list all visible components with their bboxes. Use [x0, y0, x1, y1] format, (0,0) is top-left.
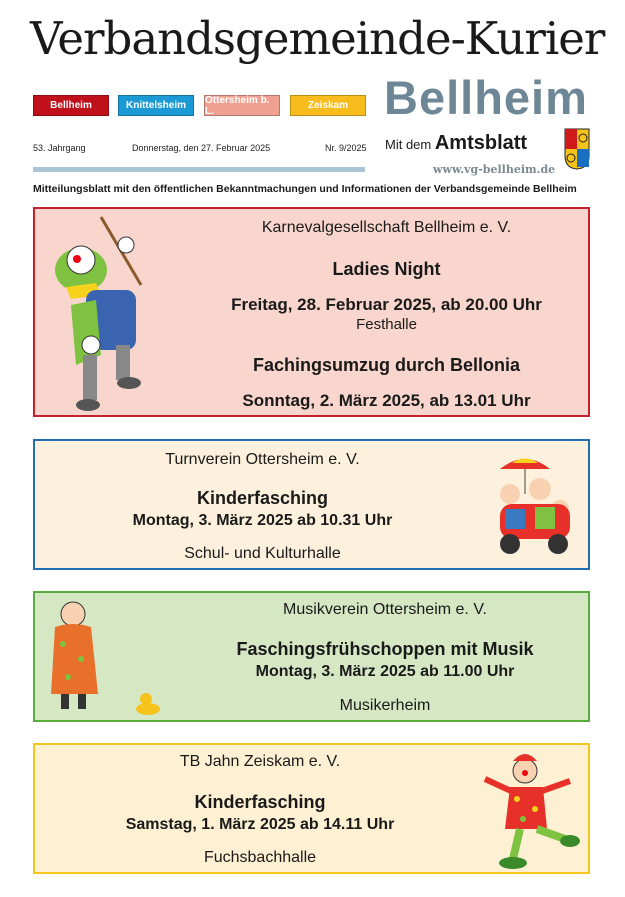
tab-knittelsheim[interactable]: Knittelsheim: [118, 95, 194, 116]
tab-ottersheim[interactable]: Ottersheim b. L.: [204, 95, 280, 116]
dancing-clown-illustration: [475, 749, 585, 871]
event-venue: Festhalle: [356, 316, 417, 333]
subtitle: Mitteilungsblatt mit den öffentlichen Bekanntmachungen und Informationen der Verbandsgemeinde Bellheim: [33, 183, 577, 195]
event-time: Montag, 3. März 2025 ab 11.00 Uhr: [255, 663, 515, 680]
event-title: Kinderfasching: [194, 792, 326, 812]
amtsblatt-prefix: Mit dem: [385, 137, 432, 152]
event-venue: Fuchsbachhalle: [203, 849, 317, 866]
event-venue: Musikerheim: [339, 697, 431, 714]
musician-clown-illustration: [43, 599, 173, 719]
newspaper-title: Verbandsgemeinde-Kurier: [30, 12, 605, 65]
event-title-2: Fachingsumzug durch Bellonia: [252, 355, 521, 375]
event-title: Ladies Night: [332, 259, 441, 279]
event-venue: Schul- und Kulturhalle: [184, 545, 341, 562]
event-organizer: Karnevalgesellschaft Bellheim e. V.: [261, 219, 512, 236]
clown-illustration: [41, 215, 171, 415]
event-time: Samstag, 1. März 2025 ab 14.11 Uhr: [125, 816, 395, 833]
amtsblatt-label: [385, 132, 527, 155]
tab-bellheim[interactable]: Bellheim: [33, 95, 109, 116]
event-time: Freitag, 28. Februar 2025, ab 20.00 Uhr: [231, 295, 542, 314]
event-box-karneval: [33, 207, 590, 417]
tab-zeiskam[interactable]: Zeiskam: [290, 95, 366, 116]
clowns-car-illustration: [490, 449, 575, 564]
event-box-musikverein: [33, 591, 590, 722]
issue-date: Donnerstag, den 27. Februar 2025: [132, 143, 271, 153]
amtsblatt-word: Amtsblatt: [434, 132, 528, 154]
event-box-tb-jahn: [33, 743, 590, 874]
event-organizer: Musikverein Ottersheim e. V.: [283, 601, 487, 618]
divider-bar: [33, 167, 365, 172]
event-time-2: Sonntag, 2. März 2025, ab 13.01 Uhr: [242, 391, 531, 410]
event-organizer: Turnverein Ottersheim e. V.: [165, 451, 360, 468]
event-title: Kinderfasching: [196, 488, 329, 508]
volume: 53. Jahrgang: [33, 143, 86, 153]
event-time: Montag, 3. März 2025 ab 10.31 Uhr: [132, 512, 393, 529]
event-title: Faschingsfrühschoppen mit Musik: [236, 639, 534, 659]
coat-of-arms-icon: [564, 128, 590, 170]
place-title: Bellheim: [384, 71, 588, 124]
issue-number: Nr. 9/2025: [325, 143, 367, 153]
website-link[interactable]: www.vg-bellheim.de: [433, 163, 556, 176]
event-box-turnverein: [33, 439, 590, 570]
event-organizer: TB Jahn Zeiskam e. V.: [179, 753, 341, 770]
